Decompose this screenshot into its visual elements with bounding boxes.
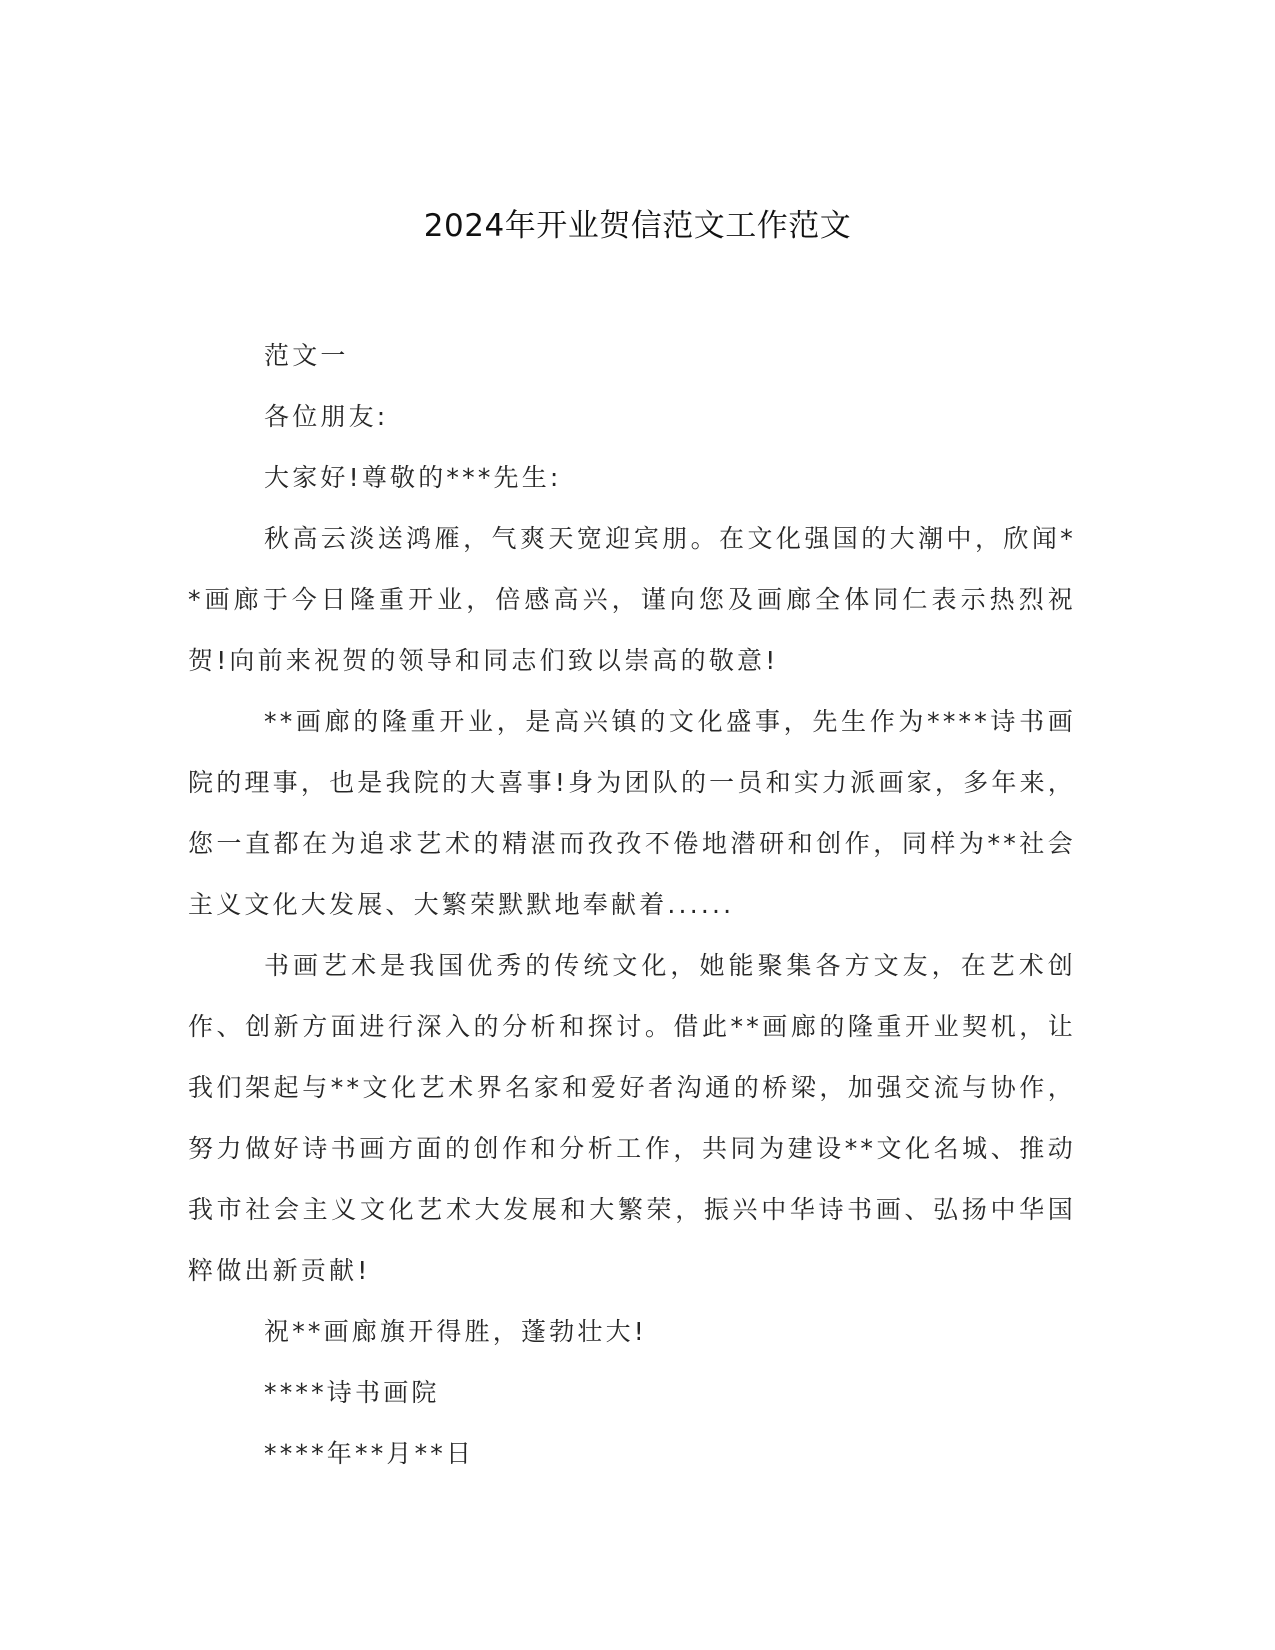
salutation-friends: 各位朋友: <box>264 402 389 431</box>
heading-sample-one: 范文一 <box>264 341 349 370</box>
document-title: 2024年开业贺信范文工作范文 <box>423 208 852 244</box>
document-body <box>188 325 1076 1484</box>
paragraph-congratulation: 秋高云淡送鸿雁，气爽天宽迎宾朋。在文化强国的大潮中，欣闻**画廊于今日隆重开业，倍感高兴，谨向您及画廊全体同仁表示热烈祝贺!向前来祝贺的领导和同志们致以崇高的敬意! <box>188 524 1076 675</box>
closing-wish: 祝**画廊旗开得胜，蓬勃壮大! <box>264 1317 648 1346</box>
salutation-greeting: 大家好!尊敬的***先生: <box>264 463 562 492</box>
paragraph-calligraphy-art: 书画艺术是我国优秀的传统文化，她能聚集各方文友，在艺术创作、创新方面进行深入的分析和探讨。借此**画廊的隆重开业契机，让我们架起与**文化艺术界名家和爱好者沟通的桥梁，加强交流与协作，努力做好诗书画方面的创作和分析工作，共同为建设**文化名城、推动我市社会主义文化艺术大发展和大繁荣，振兴中华诗书画、弘扬中华国粹做出新贡献! <box>188 951 1076 1285</box>
signature-date: ****年**月**日 <box>264 1439 475 1468</box>
paragraph-gallery-opening: **画廊的隆重开业，是高兴镇的文化盛事，先生作为****诗书画院的理事，也是我院的大喜事!身为团队的一员和实力派画家，多年来，您一直都在为追求艺术的精湛而孜孜不倦地潜研和创作，同样为**社会主义文化大发展、大繁荣默默地奉献着...... <box>188 707 1076 919</box>
signature-institution: ****诗书画院 <box>264 1378 440 1407</box>
